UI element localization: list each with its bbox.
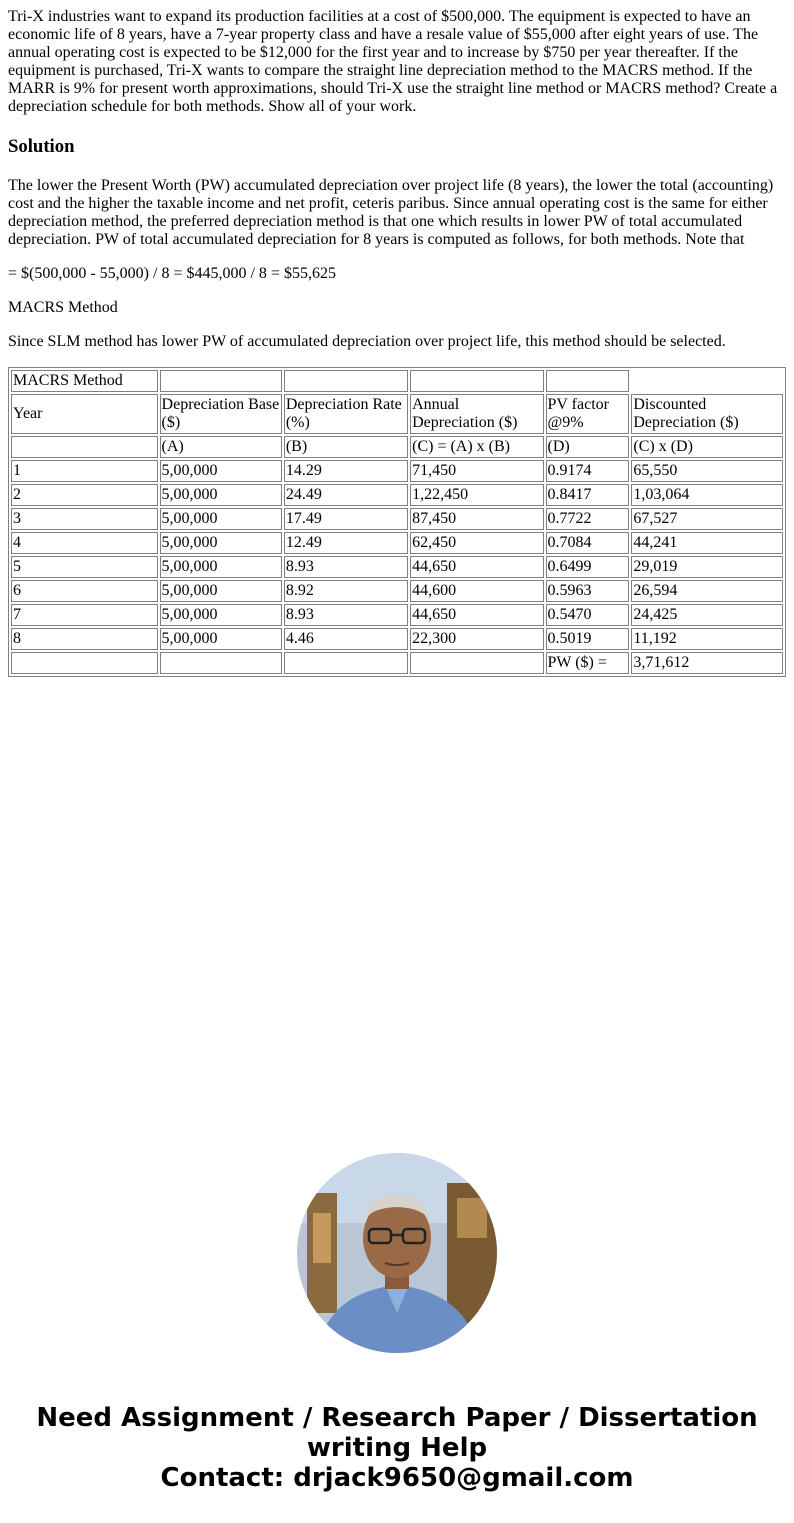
empty-cell: [410, 652, 543, 674]
col-subheader: [11, 436, 158, 458]
table-cell: 0.5470: [546, 604, 630, 626]
total-value: 3,71,612: [631, 652, 783, 674]
table-cell: 6: [11, 580, 158, 602]
table-cell: 87,450: [410, 508, 543, 530]
table-cell: 26,594: [631, 580, 783, 602]
footer-line: Need Assignment / Research Paper / Dissertation: [36, 1403, 758, 1433]
table-cell: 14.29: [284, 460, 408, 482]
table-cell: 62,450: [410, 532, 543, 554]
footer-banner: [0, 1403, 794, 1493]
slm-formula: = $(500,000 - 55,000) / 8 = $445,000 / 8 = $55,625: [8, 265, 336, 282]
table-cell: 8.92: [284, 580, 408, 602]
blank-cell: [631, 370, 783, 392]
table-cell: 0.6499: [546, 556, 630, 578]
empty-cell: [160, 370, 282, 392]
col-subheader: (C) x (D): [631, 436, 783, 458]
conclusion: Since SLM method has lower PW of accumulated depreciation over project life, this method should be selected.: [8, 333, 726, 350]
table-cell: 24,425: [631, 604, 783, 626]
col-header: Year: [11, 394, 158, 434]
col-header: Discounted Depreciation ($): [631, 394, 783, 434]
table-row: [11, 556, 783, 578]
empty-cell: [410, 370, 543, 392]
table-cell: 5,00,000: [160, 604, 282, 626]
table-cell: 44,241: [631, 532, 783, 554]
table-cell: 0.8417: [546, 484, 630, 506]
table-cell: 0.5963: [546, 580, 630, 602]
table-cell: 22,300: [410, 628, 543, 650]
document-body: [8, 8, 786, 677]
table-cell: 24.49: [284, 484, 408, 506]
table-total-row: [11, 652, 783, 674]
table-cell: 29,019: [631, 556, 783, 578]
table-cell: 5,00,000: [160, 628, 282, 650]
table-caption-row: [11, 370, 783, 392]
table-row: [11, 604, 783, 626]
macrs-method-label: MACRS Method: [8, 299, 118, 316]
table-cell: 5,00,000: [160, 484, 282, 506]
table-cell: 0.5019: [546, 628, 630, 650]
empty-cell: [160, 652, 282, 674]
table-cell: 12.49: [284, 532, 408, 554]
table-cell: 8: [11, 628, 158, 650]
table-cell: 17.49: [284, 508, 408, 530]
empty-cell: [284, 370, 408, 392]
table-subheader-row: [11, 436, 783, 458]
table-cell: 4.46: [284, 628, 408, 650]
table-cell: 3: [11, 508, 158, 530]
table-row: [11, 580, 783, 602]
table-cell: 5,00,000: [160, 532, 282, 554]
col-subheader: (B): [284, 436, 408, 458]
table-cell: 0.7722: [546, 508, 630, 530]
table-cell: 71,450: [410, 460, 543, 482]
table-cell: 0.7084: [546, 532, 630, 554]
table-cell: 5,00,000: [160, 508, 282, 530]
table-cell: 65,550: [631, 460, 783, 482]
empty-cell: [284, 652, 408, 674]
table-cell: 4: [11, 532, 158, 554]
table-row: [11, 628, 783, 650]
table-cell: 2: [11, 484, 158, 506]
table-cell: 44,650: [410, 556, 543, 578]
table-cell: 5,00,000: [160, 556, 282, 578]
col-header: PV factor @9%: [546, 394, 630, 434]
table-cell: 1,22,450: [410, 484, 543, 506]
table-row: [11, 484, 783, 506]
table-cell: 5: [11, 556, 158, 578]
table-cell: 8.93: [284, 604, 408, 626]
table-row: [11, 532, 783, 554]
col-header: Depreciation Base ($): [160, 394, 282, 434]
table-cell: 44,600: [410, 580, 543, 602]
solution-heading: Solution: [8, 136, 75, 157]
problem-statement: Tri-X industries want to expand its production facilities at a cost of $500,000. The equipment is expected to have an economic life of 8 years, have a 7-year property class and have a resale value of $55,000 after eight years of use. The annual operating cost is expected to be $12,000 for the first year and to increase by $750 per year thereafter. If the equipment is purchased, Tri-X wants to compare the straight line depreciation method to the MACRS method. If the MARR is 9% for present worth approximations, should Tri-X use the straight line method or MACRS method? Create a depreciation schedule for both methods. Show all of your work.: [8, 8, 778, 115]
col-header: Depreciation Rate (%): [284, 394, 408, 434]
table-cell: 11,192: [631, 628, 783, 650]
macrs-depreciation-table: [8, 367, 786, 677]
empty-cell: [11, 652, 158, 674]
table-cell: 0.9174: [546, 460, 630, 482]
table-cell: 44,650: [410, 604, 543, 626]
table-cell: 5,00,000: [160, 460, 282, 482]
table-caption: MACRS Method: [11, 370, 158, 392]
col-subheader: (A): [160, 436, 282, 458]
table-cell: 8.93: [284, 556, 408, 578]
table-row: [11, 508, 783, 530]
table-cell: 1: [11, 460, 158, 482]
col-header: Annual Depreciation ($): [410, 394, 543, 434]
table-cell: 7: [11, 604, 158, 626]
table-cell: 5,00,000: [160, 580, 282, 602]
total-label: PW ($) =: [546, 652, 630, 674]
col-subheader: (C) = (A) x (B): [410, 436, 543, 458]
footer-contact: Contact: drjack9650@gmail.com: [160, 1463, 634, 1493]
table-header-row: [11, 394, 783, 434]
empty-cell: [546, 370, 630, 392]
table-cell: 1,03,064: [631, 484, 783, 506]
footer-line: writing Help: [306, 1433, 488, 1463]
solution-intro: The lower the Present Worth (PW) accumulated depreciation over project life (8 years), the lower the total (accounting) cost and the higher the taxable income and net profit, ceteris paribus. Since annual operating cost is the same for either depreciation method, the preferred depreciation method is that one which results in lower PW of total accumulated depreciation. PW of total accumulated depreciation for 8 years is computed as follows, for both methods. Note that: [8, 177, 774, 248]
col-subheader: (D): [546, 436, 630, 458]
table-cell: 67,527: [631, 508, 783, 530]
table-row: [11, 460, 783, 482]
author-avatar: [297, 1153, 497, 1353]
